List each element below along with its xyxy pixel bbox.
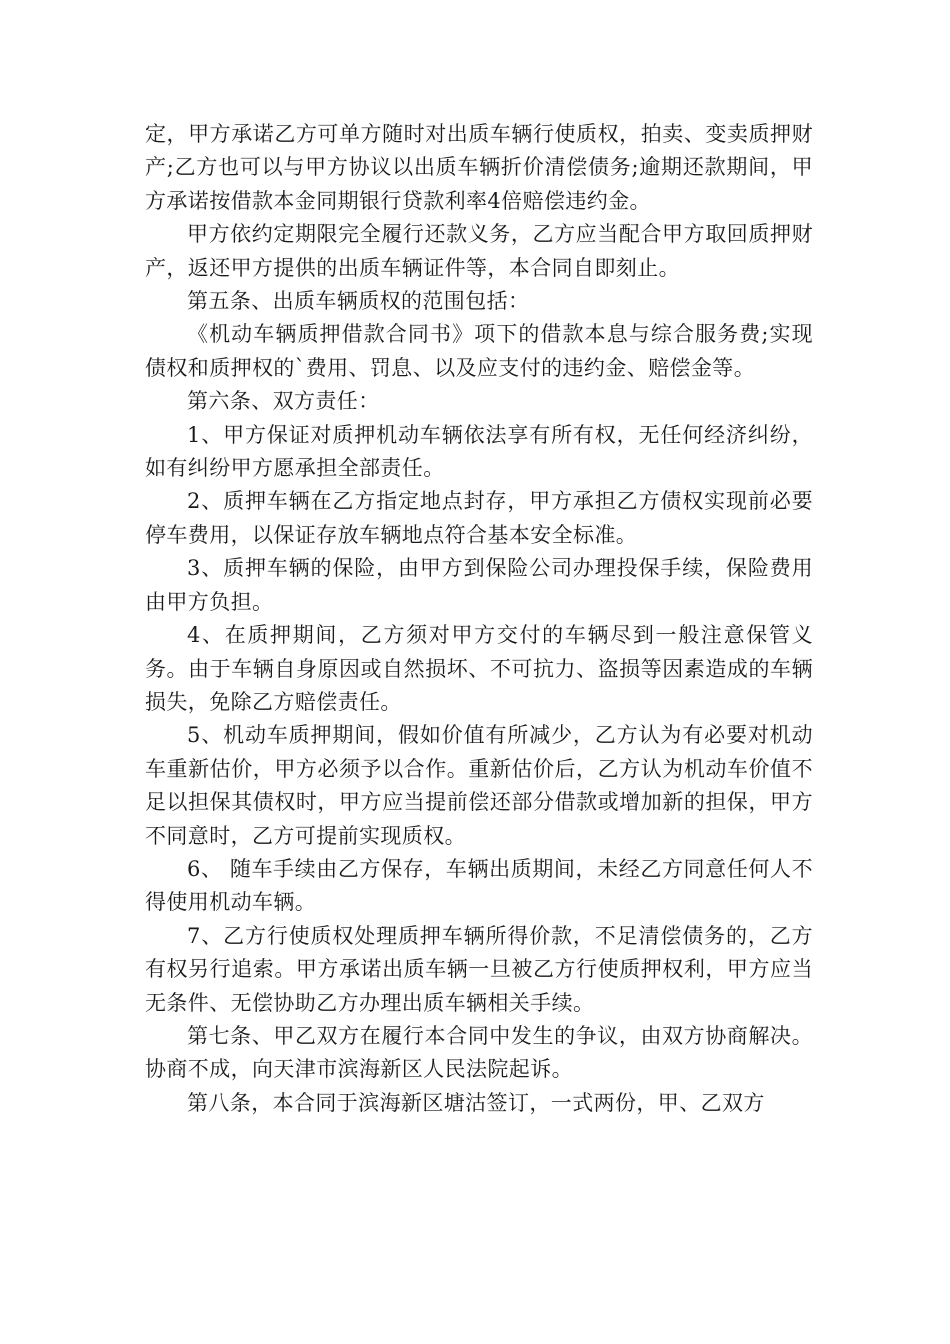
article-6-heading: 第六条、双方责任： [187,389,380,414]
article-5-heading: 第五条、出质车辆质权的范围包括： [187,289,530,314]
paragraph-pledge-scope: 《机动车辆质押借款合同书》项下的借款本息与综合服务费;实现债权和质押权的`费用、罚息、以及应支付的违约金、赔偿金等。 [145,322,813,380]
article-8-signing: 第八条，本合同于滨海新区塘沽签订，一式两份，甲、乙双方 [187,1090,765,1115]
clause-6-2: 2、质押车辆在乙方指定地点封存，甲方承担乙方债权实现前必要停车费用，以保证存放车辆地点符合基本安全标准。 [145,489,813,547]
clause-6-5: 5、机动车质押期间，假如价值有所减少，乙方认为有必要对机动车重新估价，甲方必须予以合作。重新估价后，乙方认为机动车价值不足以担保其债权时，甲方应当提前偿还部分借款或增加新的担保，甲方不同意时，乙方可提前实现质权。 [145,723,813,848]
article-7-dispute: 第七条、甲乙双方在履行本合同中发生的争议，由双方协商解决。协商不成，向天津市滨海新区人民法院起诉。 [145,1023,813,1082]
clause-6-4: 4、在质押期间，乙方须对甲方交付的车辆尽到一般注意保管义务。由于车辆自身原因或自然损坏、不可抗力、盗损等因素造成的车辆损失，免除乙方赔偿责任。 [145,623,813,714]
clause-6-7: 7、乙方行使质权处理质押车辆所得价款，不足清偿债务的，乙方有权另行追索。甲方承诺出质车辆一旦被乙方行使质押权利，甲方应当无条件、无偿协助乙方办理出质车辆相关手续。 [145,923,813,1015]
contract-text-body [145,118,813,1120]
paragraph-pledge-disposal: 定，甲方承诺乙方可单方随时对出质车辆行使质权，拍卖、变卖质押财产;乙方也可以与甲方协议以出质车辆折价清偿债务;逾期还款期间，甲方承诺按借款本金同期银行贷款利率4倍赔偿违约金。 [145,122,813,213]
clause-6-6: 6、 随车手续由乙方保存，车辆出质期间，未经乙方同意任何人不得使用机动车辆。 [145,856,813,915]
clause-6-3: 3、质押车辆的保险，由甲方到保险公司办理投保手续，保险费用由甲方负担。 [145,556,813,614]
paragraph-repayment-return: 甲方依约定期限完全履行还款义务，乙方应当配合甲方取回质押财产，返还甲方提供的出质车辆证件等，本合同自即刻止。 [145,222,813,280]
clause-6-1: 1、甲方保证对质押机动车辆依法享有所有权，无任何经济纠纷，如有纠纷甲方愿承担全部责任。 [145,422,813,481]
